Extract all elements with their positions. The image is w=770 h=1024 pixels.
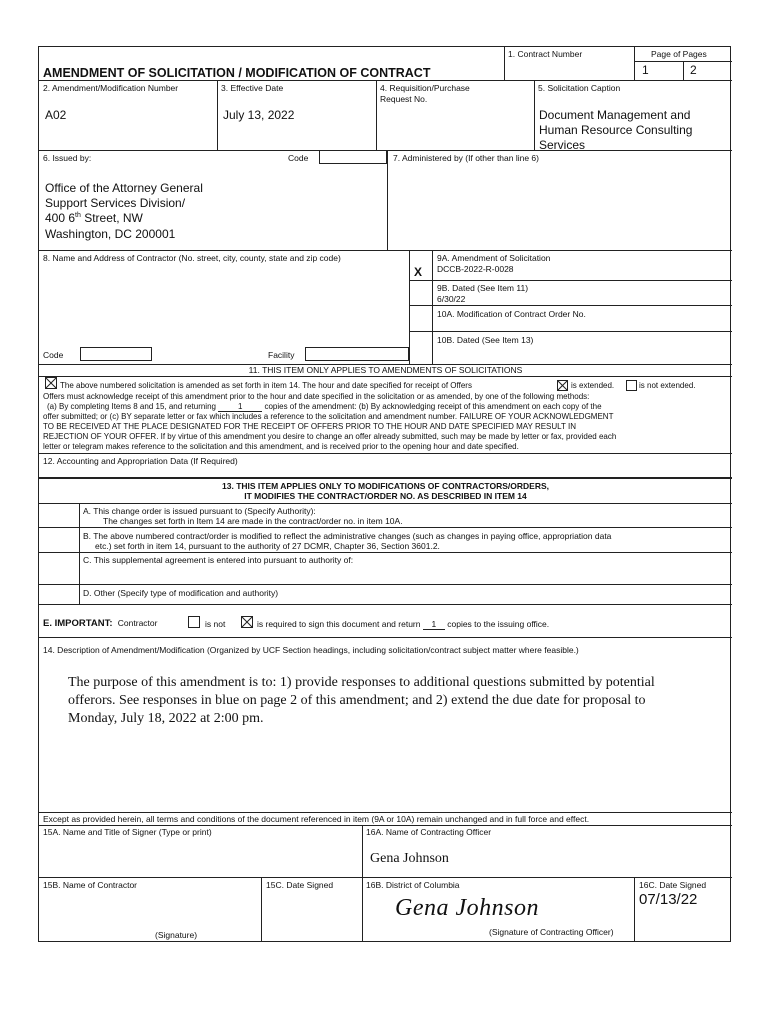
officer-signature-label: (Signature of Contracting Officer)	[489, 927, 614, 937]
item11-line3: (a) By completing Items 8 and 15, and returning 1 copies of the amendment: (b) By acknowledging receipt of this amendment on each copy of the	[47, 402, 602, 411]
requisition-label-2: Request No.	[380, 94, 428, 104]
contracting-officer-name: Gena Johnson	[370, 851, 449, 866]
item13-d: D. Other (Specify type of modification and authority)	[83, 588, 279, 598]
item11-line4: offer submitted; or (c) BY separate letter or fax which includes a reference to the solicitation and amendment number. FAILURE OF YOUR ACKNOWLEDGMENT	[43, 412, 614, 421]
administered-by-label: 7. Administered by (If other than line 6)	[393, 153, 539, 163]
contract-number-label: 1. Contract Number	[508, 49, 583, 59]
modification-order-label: 10A. Modification of Contract Order No.	[437, 309, 586, 319]
facility-label: Facility	[268, 350, 295, 360]
dated-10b-label: 10B. Dated (See Item 13)	[437, 335, 534, 345]
accounting-data-label: 12. Accounting and Appropriation Data (If Required)	[43, 456, 238, 466]
not-extended-label: is not extended.	[639, 381, 696, 390]
total-pages: 2	[690, 63, 697, 77]
amendment-solicitation-label: 9A. Amendment of Solicitation	[437, 253, 551, 263]
is-not-label: is not	[205, 619, 226, 629]
contractor-address-label: 8. Name and Address of Contractor (No. street, city, county, state and zip code)	[43, 253, 341, 263]
item11-line7: letter or telegram makes reference to the solicitation and this amendment, and is received prior to the opening hour and date specified.	[43, 442, 519, 451]
important-row: E. IMPORTANT: Contractor	[43, 618, 158, 629]
district-label: 16B. District of Columbia	[366, 880, 460, 890]
except-clause: Except as provided herein, all terms and conditions of the document referenced in item (9A or 10A) remain unchanged and in full force and effect.	[43, 814, 590, 824]
dated-9b-value: 6/30/22	[437, 294, 466, 304]
item11-line2: Offers must acknowledge receipt of this amendment prior to the hour and date specified in the solicitation or as amended, by one of the following methods:	[43, 392, 590, 401]
item11-line1: The above numbered solicitation is amended as set forth in item 14. The hour and date specified for receipt of Offers	[60, 381, 472, 390]
issuer-line-4: Washington, DC 200001	[45, 227, 176, 241]
contractor-code-field[interactable]	[80, 347, 152, 361]
signer-name-label: 15A. Name and Title of Signer (Type or print)	[43, 827, 212, 837]
page-of-pages-label: Page of Pages	[651, 49, 707, 59]
solicitation-caption-label: 5. Solicitation Caption	[538, 83, 621, 93]
page-number: 1	[642, 63, 649, 77]
issuer-line-2: Support Services Division/	[45, 196, 186, 210]
item13-a-line1: A. This change order is issued pursuant to (Specify Authority):	[83, 506, 316, 516]
issuer-code-label: Code	[288, 153, 309, 163]
requisition-label-1: 4. Requisition/Purchase	[380, 83, 470, 93]
description-line-3: Monday, July 18, 2022 at 2:00 pm.	[68, 711, 264, 726]
contractor-signature-label: (Signature)	[155, 930, 198, 940]
officer-date-value: 07/13/22	[639, 891, 698, 908]
amendment-number-label: 2. Amendment/Modification Number	[43, 83, 179, 93]
amendment-form	[38, 46, 731, 942]
item13-c: C. This supplemental agreement is entered into pursuant to authority of:	[83, 555, 354, 565]
item11-header: 11. THIS ITEM ONLY APPLIES TO AMENDMENTS OF SOLICITATIONS	[248, 365, 523, 375]
amendment-solicitation-value: DCCB-2022-R-0028	[437, 264, 514, 274]
item11-line6: REJECTION OF YOUR OFFER. If by virtue of this amendment you desire to change an offer already submitted, such may be made by letter or fax, provided each	[43, 432, 617, 441]
item13-b-line1: B. The above numbered contract/order is modified to reflect the administrative changes (such as changes in paying office, appropriation data	[83, 531, 612, 541]
item13-a-line2: The changes set forth in Item 14 are made in the contract/order no. in item 10A.	[103, 516, 403, 526]
officer-signature: Gena Johnson	[395, 895, 539, 921]
item13-b-line2: etc.) set forth in item 14, pursuant to the authority of 27 DCMR, Chapter 36, Section 3601.2.	[95, 541, 440, 551]
amendment-number-value: A02	[45, 108, 67, 122]
contractor-code-label: Code	[43, 350, 64, 360]
is-not-checkbox[interactable]	[188, 616, 200, 628]
is-required-checkbox[interactable]	[241, 616, 253, 628]
copies-returned-value[interactable]: 1	[218, 403, 262, 412]
solicitation-amended-checkbox[interactable]	[45, 377, 57, 389]
checkbox-x-icon	[558, 381, 567, 390]
issuer-line-1: Office of the Attorney General	[45, 181, 203, 195]
facility-field[interactable]	[305, 347, 409, 361]
description-line-1: The purpose of this amendment is to: 1) provide responses to additional questions submitted by potential	[68, 675, 655, 690]
officer-date-label: 16C. Date Signed	[639, 880, 707, 890]
item13-header-2: IT MODIFIES THE CONTRACT/ORDER NO. AS DESCRIBED IN ITEM 14	[244, 491, 527, 501]
caption-line-2: Human Resource Consulting	[539, 123, 693, 137]
checkbox-x-icon	[46, 378, 56, 388]
effective-date-label: 3. Effective Date	[221, 83, 284, 93]
dated-9b-label: 9B. Dated (See Item 11)	[437, 283, 529, 293]
item11-line5: TO BE RECEIVED AT THE PLACE DESIGNATED FOR THE RECEIPT OF OFFERS PRIOR TO THE HOUR AND DATE SPECIFIED MAY RESULT IN	[43, 422, 576, 431]
amendment-x-mark: X	[414, 265, 423, 279]
contracting-officer-label: 16A. Name of Contracting Officer	[366, 827, 492, 837]
caption-line-1: Document Management and	[539, 108, 691, 122]
is-extended-label: is extended.	[571, 381, 615, 390]
item13-header-1: 13. THIS ITEM APPLIES ONLY TO MODIFICATIONS OF CONTRACTORS/ORDERS,	[222, 481, 549, 491]
issued-by-label: 6. Issued by:	[43, 153, 92, 163]
description-line-2: offerors. See responses in blue on page 2 of this amendment; and 2) extend the due date for proposal to	[68, 693, 646, 708]
important-text: is required to sign this document and return 1 copies to the issuing office.	[257, 619, 550, 629]
issuer-code-field[interactable]	[319, 150, 387, 164]
description-label: 14. Description of Amendment/Modification (Organized by UCF Section headings, including solicitation/contract subject matter where feasible.)	[43, 645, 579, 655]
issuer-line-3: 400 6th Street, NW	[45, 211, 143, 225]
contractor-date-label: 15C. Date Signed	[266, 880, 334, 890]
is-extended-checkbox[interactable]	[557, 380, 568, 391]
caption-line-3: Services	[539, 138, 586, 152]
checkbox-x-icon	[242, 617, 252, 627]
effective-date-value: July 13, 2022	[223, 108, 295, 122]
form-title: AMENDMENT OF SOLICITATION / MODIFICATION OF CONTRACT	[43, 66, 431, 80]
not-extended-checkbox[interactable]	[626, 380, 637, 391]
contractor-name-label: 15B. Name of Contractor	[43, 880, 138, 890]
